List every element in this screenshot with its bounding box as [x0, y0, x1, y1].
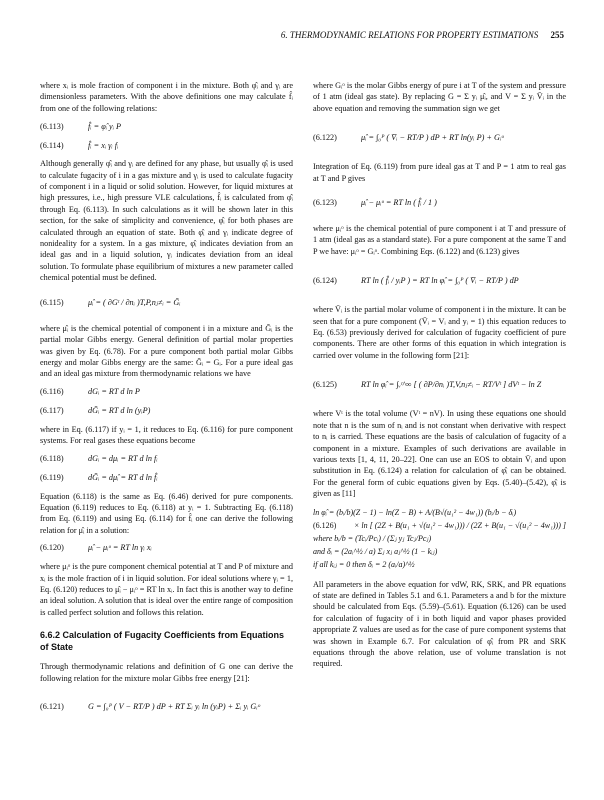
- equation-line: and δᵢ = (2aᵢ^½ / a) Σⱼ xⱼ aⱼ^½ (1 − kᵢⱼ): [313, 546, 438, 556]
- running-header: [40, 30, 564, 44]
- equation-6-118: [40, 453, 293, 465]
- equation-number: (6.125): [313, 379, 337, 389]
- equation-6-126: [313, 506, 566, 571]
- equation-number: (6.122): [313, 132, 337, 142]
- equation-line: ln φ̂ᵢ = (bᵢ/b)(Z − 1) − ln(Z − B) + A/(B√(u₁² − 4w₁)) (bᵢ/b − δᵢ): [313, 507, 517, 517]
- equation-6-124: [313, 263, 566, 297]
- equation-number: (6.120): [40, 543, 64, 553]
- left-column: [40, 80, 293, 731]
- equation-6-116: [40, 386, 293, 398]
- equation-number: (6.115): [40, 297, 64, 307]
- paragraph: where Vᵗ is the total volume (Vᵗ = nV). In using these equations one should note that n is the sum of nᵢ and is not constant when derivative with respect to nᵢ is carried. These equations are the basis of calculation of fugacity of a component in a mixture. Examples of such derivations are available in various texts [1, 4, 11, 20–22]. One can use an EOS to obtain V̄ᵢ and upon substitution in Eq. (6.124) a relation for calculation of φ̂ᵢ can be obtained. For the general form of cubic equations given by Eqs. (5.40)–(5.42), φ̂ᵢ is given as [11]: [313, 409, 566, 499]
- equation-number: (6.113): [40, 121, 64, 131]
- equation-6-113: [40, 120, 293, 132]
- equation-body: f̂ᵢ = xᵢ γᵢ fᵢ: [88, 140, 119, 150]
- paragraph: Although generally φ̂ᵢ and γᵢ are defined for any phase, but usually φ̂ᵢ is used to calculate fugacity of i in a gas mixture and γᵢ is used to calculate fugacity of component i in a liquid or solid solution. However, for liquid mixtures at high pressures, i.e., high pressure VLE calculations, f̂ᵢ is calculated from φ̂ᵢ through Eq. (6.113). In such calculations as it will be shown later in this section, for the sake of simplicity and convenience, φ̂ᵢ for both phases are calculated through an equation of state. Both φ̂ᵢ and γᵢ indicate degree of nonideality for a system. In a gas mixture, φ̂ᵢ indicates deviation from an ideal gas and in a liquid solution, γᵢ indicates deviation from an ideal solution. To formulate phase equilibrium of mixtures a new parameter called chemical potential must be defined.: [40, 159, 293, 283]
- paragraph: where xᵢ is mole fraction of component i in the mixture. Both φ̂ᵢ and γᵢ are dimensionless parameters. With the above definitions one may calculate f̂ᵢ from one of the following relations:: [40, 81, 293, 113]
- equation-body: dḠᵢ = dμ̂ᵢ = RT d ln f̂ᵢ: [88, 472, 158, 482]
- equation-6-117: [40, 405, 293, 417]
- equation-body: RT ln φ̂ᵢ = ∫ᵥᵗ^∞ [ ( ∂P/∂nᵢ )T,V,nⱼ≠ᵢ − RT/Vᵗ ] dVᵗ − ln Z: [361, 379, 542, 389]
- equation-line: if all kᵢⱼ = 0 then δᵢ = 2 (aᵢ/a)^½: [313, 559, 415, 569]
- header-title: 6. THERMODYNAMIC RELATIONS FOR PROPERTY ESTIMATIONS: [280, 30, 539, 40]
- equation-number: (6.118): [40, 453, 64, 463]
- equation-line: where bᵢ/b = (Tcᵢ/Pcᵢ) / (Σⱼ yⱼ Tcⱼ/Pcⱼ): [313, 533, 432, 543]
- equation-body: μ̂ᵢ − μᵢᵒ = RT ln ( f̂ᵢ / 1 ): [361, 198, 437, 208]
- equation-line: × ln [ (2Z + B(u₁ + √(u₁² − 4w₁))) / (2Z + B(u₁ − √(u₁² − 4w₁))) ]: [353, 520, 566, 530]
- equation-6-115: [40, 290, 293, 316]
- equation-number: (6.119): [40, 472, 64, 482]
- equation-6-120: [40, 542, 293, 554]
- equation-number: (6.121): [40, 702, 64, 712]
- paragraph: Equation (6.118) is the same as Eq. (6.46) derived for pure components. Equation (6.119) reduces to Eq. (6.118) at yᵢ = 1. Subtracting Eq. (6.118) from Eq. (6.119) and using Eq. (6.114) for f̂ᵢ one can derive the following relation for μ̂ᵢ in a solution:: [40, 491, 293, 535]
- section-heading: 6.6.2 Calculation of Fugacity Coefficients from Equations of State: [40, 630, 285, 652]
- equation-number: (6.126): [313, 520, 337, 530]
- equation-body: μ̂ᵢ − μᵢᵒ = RT ln γᵢ xᵢ: [88, 543, 152, 553]
- paragraph: Integration of Eq. (6.119) from pure ideal gas at T and P = 1 atm to real gas at T and P gives: [313, 162, 566, 183]
- equation-6-121: [40, 690, 293, 724]
- equation-number: (6.114): [40, 140, 64, 150]
- equation-body: G = ∫₀ᴾ ( V − RT/P ) dP + RT Σᵢ yᵢ ln (yᵢP) + Σᵢ yᵢ Gᵢᵒ: [88, 702, 260, 712]
- paragraph: All parameters in the above equation for vdW, RK, SRK, and PR equations of state are defined in Tables 5.1 and 6.1. Parameters a and b for the mixture should be calculated from Eqs. (5.59)–(5.61). Equation (6.126) can be used for calculation of fugacity of i in both liquid and vapor phases provided appropriate Z values are used as for the case of pure component systems that was shown in Example 6.7. For calculation of φ̂ᵢ from PR and SRK equations through the above relation, use of volume translation is not required.: [313, 579, 566, 669]
- paragraph: Through thermodynamic relations and definition of G one can derive the following relation for the mixture molar Gibbs free energy [21]:: [40, 662, 293, 683]
- right-column: [313, 80, 566, 675]
- equation-body: μ̂ᵢ = ∫₀ᴾ ( V̄ᵢ − RT/P ) dP + RT ln(yᵢ P) + Gᵢᵒ: [361, 132, 504, 142]
- equation-number: (6.123): [313, 198, 337, 208]
- paragraph: where Gᵢᵒ is the molar Gibbs energy of pure i at T of the system and pressure of 1 atm (ideal gas state). By replacing G = Σ yᵢ μ̂ᵢ, and V = Σ yᵢ V̄ᵢ in the above equation and removing the summation sign we get: [313, 81, 566, 113]
- equation-6-114: [40, 139, 293, 151]
- equation-body: f̂ᵢ = φ̂ᵢ yᵢ P: [88, 121, 122, 131]
- paragraph: where μ̂ᵢ is the chemical potential of component i in a mixture and Ḡᵢ is the partial molar Gibbs energy. General definition of partial molar properties was given by Eq. (6.78). For a pure component both partial molar Gibbs energy and molar Gibbs energy are the same: Ḡᵢ = Gᵢ. For a pure ideal gas and an ideal gas mixture from thermodynamic relations we have: [40, 323, 293, 379]
- paragraph: where μᵢᵒ is the chemical potential of pure component i at T and pressure of 1 atm (ideal gas as a standard state). For a pure component at the same T and P we have: μᵢᵒ = Gᵢᵒ. Combining Eqs. (6.122) and (6.123) gives: [313, 224, 566, 256]
- equation-6-122: [313, 120, 566, 154]
- equation-number: (6.116): [40, 387, 64, 397]
- equation-body: dḠᵢ = RT d ln (yᵢP): [88, 406, 151, 416]
- equation-number: (6.124): [313, 275, 337, 285]
- equation-6-119: [40, 472, 293, 484]
- equation-number: (6.117): [40, 406, 64, 416]
- equation-6-125: [313, 367, 566, 401]
- page-number: 255: [550, 30, 564, 40]
- equation-body: dGᵢ = RT d ln P: [88, 387, 140, 397]
- equation-body: RT ln ( f̂ᵢ / yᵢP ) = RT ln φ̂ᵢ = ∫₀ᴾ ( V̄ᵢ − RT/P ) dP: [361, 275, 519, 285]
- equation-body: dGᵢ = dμᵢ = RT d ln fᵢ: [88, 453, 158, 463]
- equation-6-123: [313, 190, 566, 216]
- equation-body: μ̂ᵢ = ( ∂Gᵗ / ∂nᵢ )T,P,nⱼ≠ᵢ = Ḡᵢ: [88, 297, 181, 307]
- paragraph: where V̄ᵢ is the partial molar volume of component i in the mixture. It can be seen that for a pure component (V̄ᵢ = Vᵢ and yᵢ = 1) this equation reduces to Eq. (6.53) previously derived for calculation of fugacity coefficient of pure components. There are other forms of this equation in which integration is carried over volume in the following form [21]:: [313, 305, 566, 360]
- paragraph: where in Eq. (6.117) if yᵢ = 1, it reduces to Eq. (6.116) for pure component systems. For real gases these equations become: [40, 424, 293, 446]
- paragraph: where μᵢᵒ is the pure component chemical potential at T and P of mixture and xᵢ is the mole fraction of i in liquid solution. For ideal solutions where γᵢ = 1, Eq. (6.120) reduces to μ̂ᵢ − μᵢᵒ = RT ln xᵢ. In fact this is another way to define an ideal solution. A solution that is ideal over the entire range of composition is called perfect solution and follows this relation.: [40, 562, 293, 617]
